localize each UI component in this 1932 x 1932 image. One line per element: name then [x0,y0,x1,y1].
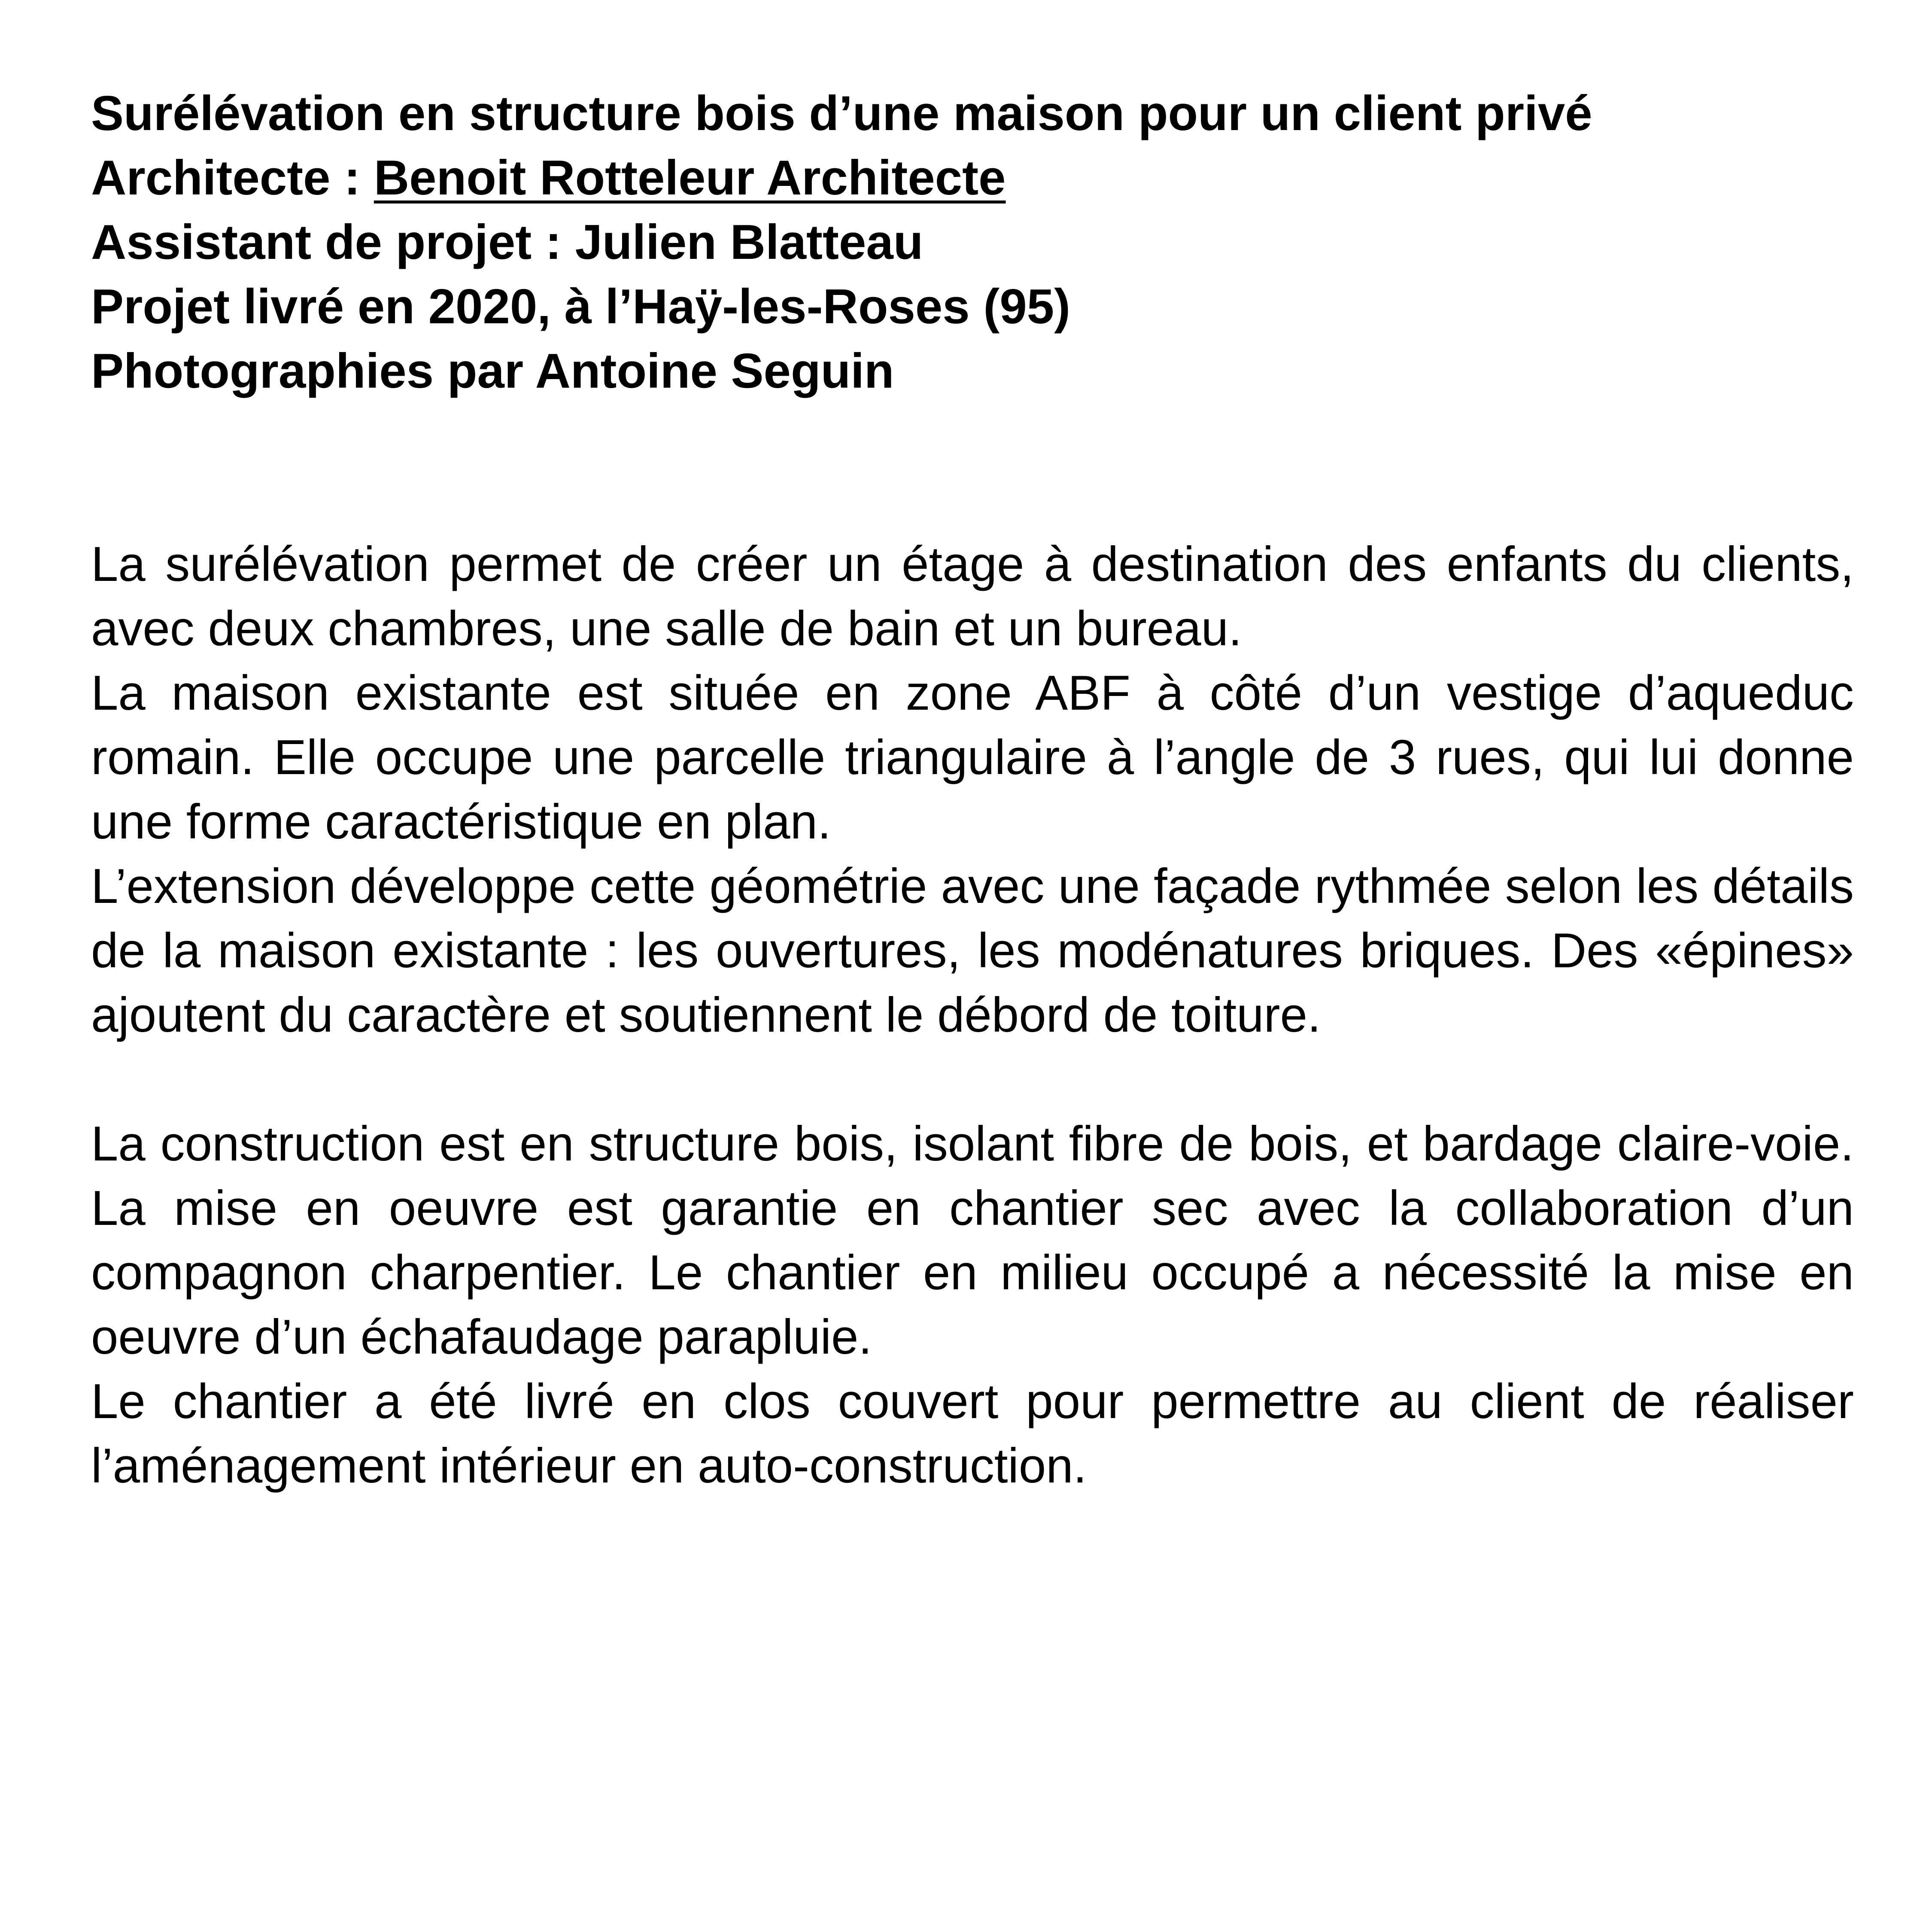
paragraph-context: La maison existante est située en zone ABF à côté d’un vestige d’aqueduc romain. Elle occupe une parcelle triangulaire à l’angle de 3 rues, qui lui donne une forme caractéristique en plan. [91,666,1854,849]
paragraph-program: La surélévation permet de créer un étage à destination des enfants du clients, avec deux chambres, une salle de bain et un bureau. [91,537,1854,656]
project-description [91,532,1854,1498]
architect-line [91,146,1854,210]
photographer-line: Photographies par Antoine Seguin [91,344,894,398]
project-title: Surélévation en structure bois d’une maison pour un client privé [91,86,1592,141]
paragraph-delivery: Le chantier a été livré en clos couvert pour permettre au client de réaliser l’aménagement intérieur en auto-construction. [91,1374,1854,1493]
architect-link[interactable]: Benoit Rotteleur Architecte [374,151,1006,205]
paragraph-construction: La construction est en structure bois, isolant fibre de bois, et bardage claire-voie. La mise en oeuvre est garantie en chantier sec avec la collaboration d’un compagnon charpentier. Le chantier en milieu occupé a nécessité la mise en oeuvre d’un échafaudage parapluie. [91,1117,1854,1364]
project-header [91,82,1854,404]
architect-label: Architecte : [91,151,374,205]
paragraph-facade: L’extension développe cette géométrie avec une façade rythmée selon les détails de la maison existante : les ouvertures, les modénatures briques. Des «épines» ajoutent du caractère et soutiennent le débord de toiture. [91,859,1854,1042]
assistant-line: Assistant de projet : Julien Blatteau [91,215,923,270]
delivery-line: Projet livré en 2020, à l’Haÿ-les-Roses (95) [91,279,1071,334]
document-page [91,82,1854,1498]
